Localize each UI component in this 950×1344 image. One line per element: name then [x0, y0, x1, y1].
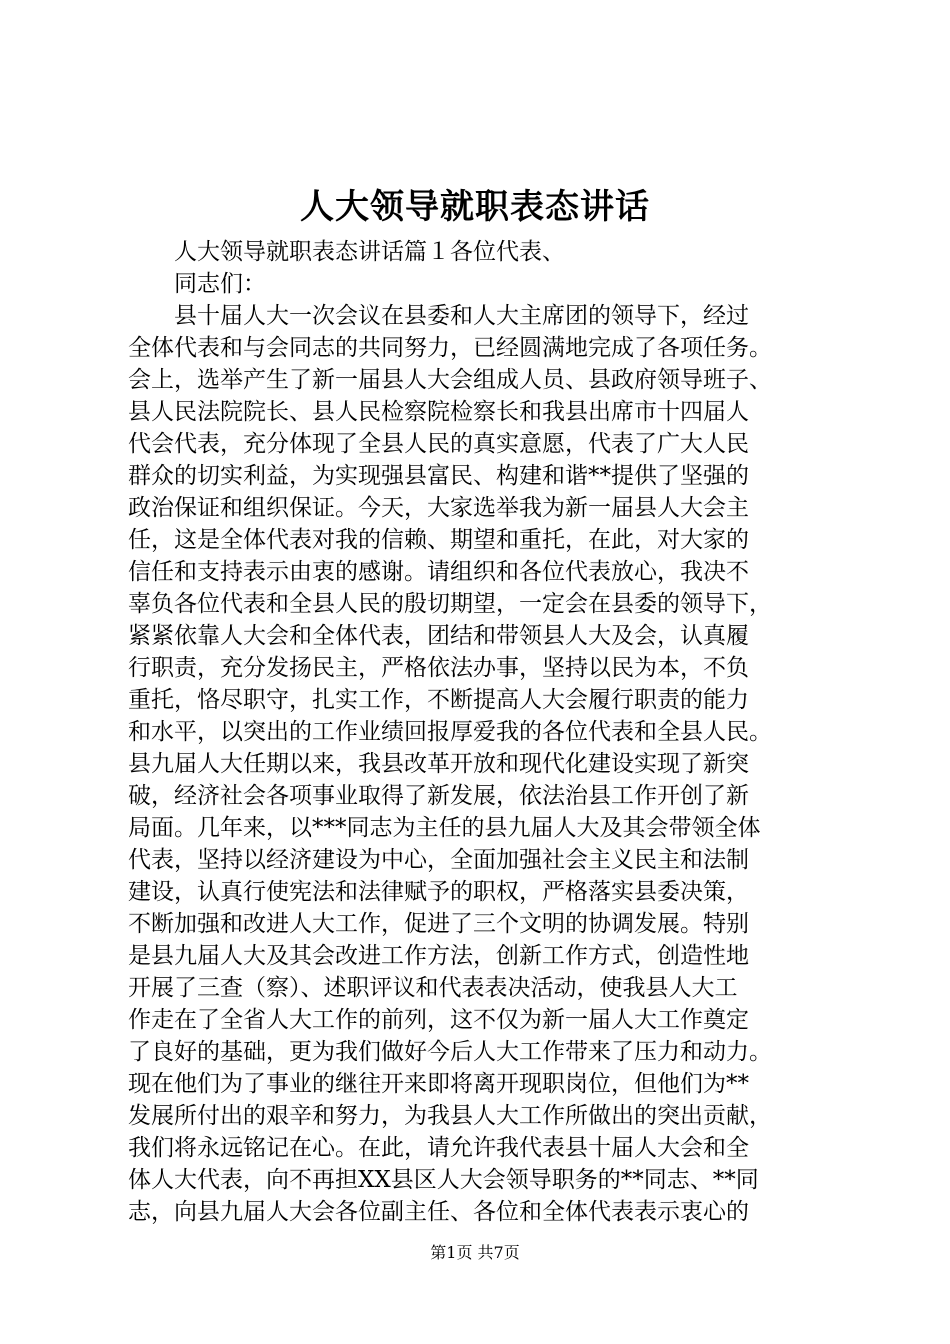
body-line: 发展所付出的艰辛和努力，为我县人大工作所做出的突出贡献，	[128, 1103, 772, 1129]
body-line: 县人民法院院长、县人民检察院检察长和我县出席市十四届人	[128, 399, 749, 425]
body-line: 和水平，以突出的工作业绩回报厚爱我的各位代表和全县人民。	[128, 719, 772, 745]
body-line: 政治保证和组织保证。今天，大家选举我为新一届县人大会主	[128, 495, 749, 521]
body-line: 紧紧依靠人大会和全体代表，团结和带领县人大及会，认真履	[128, 623, 749, 649]
body-line: 破，经济社会各项事业取得了新发展，依法治县工作开创了新	[128, 783, 749, 809]
body-line: 重托，恪尽职守，扎实工作，不断提高人大会履行职责的能力	[128, 687, 749, 713]
body-line: 是县九届人大及其会改进工作方法，创新工作方式，创造性地	[128, 943, 749, 969]
body-line: 县十届人大一次会议在县委和人大主席团的领导下，经过	[174, 303, 749, 329]
page-footer: 第1页 共7页	[430, 1243, 520, 1262]
body-line: 开展了三查（察）、述职评议和代表表决活动，使我县人大工	[128, 975, 738, 1001]
body-line: 了良好的基础，更为我们做好今后人大工作带来了压力和动力。	[128, 1039, 772, 1065]
body-line: 群众的切实利益，为实现强县富民、构建和谐**提供了坚强的	[128, 463, 749, 489]
body-line: 人大领导就职表态讲话篇１各位代表、	[174, 239, 565, 265]
body-line: 我们将永远铭记在心。在此，请允许我代表县十届人大会和全	[128, 1135, 749, 1161]
body-line: 作走在了全省人大工作的前列，这不仅为新一届人大工作奠定	[128, 1007, 749, 1033]
body-line: 代表，坚持以经济建设为中心，全面加强社会主义民主和法制	[128, 847, 749, 873]
body-line: 任，这是全体代表对我的信赖、期望和重托，在此，对大家的	[128, 527, 749, 553]
body-line: 局面。几年来，以***同志为主任的县九届人大及其会带领全体	[128, 815, 761, 841]
body-line: 代会代表，充分体现了全县人民的真实意愿，代表了广大人民	[128, 431, 749, 457]
document-body	[128, 236, 840, 1228]
body-line: 建设，认真行使宪法和法律赋予的职权，严格落实县委决策，	[128, 879, 749, 905]
body-line: 志，向县九届人大会各位副主任、各位和全体代表表示衷心的	[128, 1199, 749, 1225]
body-line: 体人大代表，向不再担XX县区人大会领导职务的**同志、**同	[128, 1167, 759, 1193]
document-title: 人大领导就职表态讲话	[300, 187, 650, 227]
body-line: 行职责，充分发扬民主，严格依法办事，坚持以民为本，不负	[128, 655, 749, 681]
body-line: 辜负各位代表和全县人民的殷切期望，一定会在县委的领导下，	[128, 591, 772, 617]
body-line: 不断加强和改进人大工作，促进了三个文明的协调发展。特别	[128, 911, 749, 937]
body-line: 全体代表和与会同志的共同努力，已经圆满地完成了各项任务。	[128, 335, 772, 361]
body-line: 同志们：	[174, 271, 266, 297]
body-line: 信任和支持表示由衷的感谢。请组织和各位代表放心，我决不	[128, 559, 749, 585]
body-line: 县九届人大任期以来，我县改革开放和现代化建设实现了新突	[128, 751, 749, 777]
body-line: 会上，选举产生了新一届县人大会组成人员、县政府领导班子、	[128, 367, 772, 393]
body-line: 现在他们为了事业的继往开来即将离开现职岗位，但他们为**	[128, 1071, 749, 1097]
